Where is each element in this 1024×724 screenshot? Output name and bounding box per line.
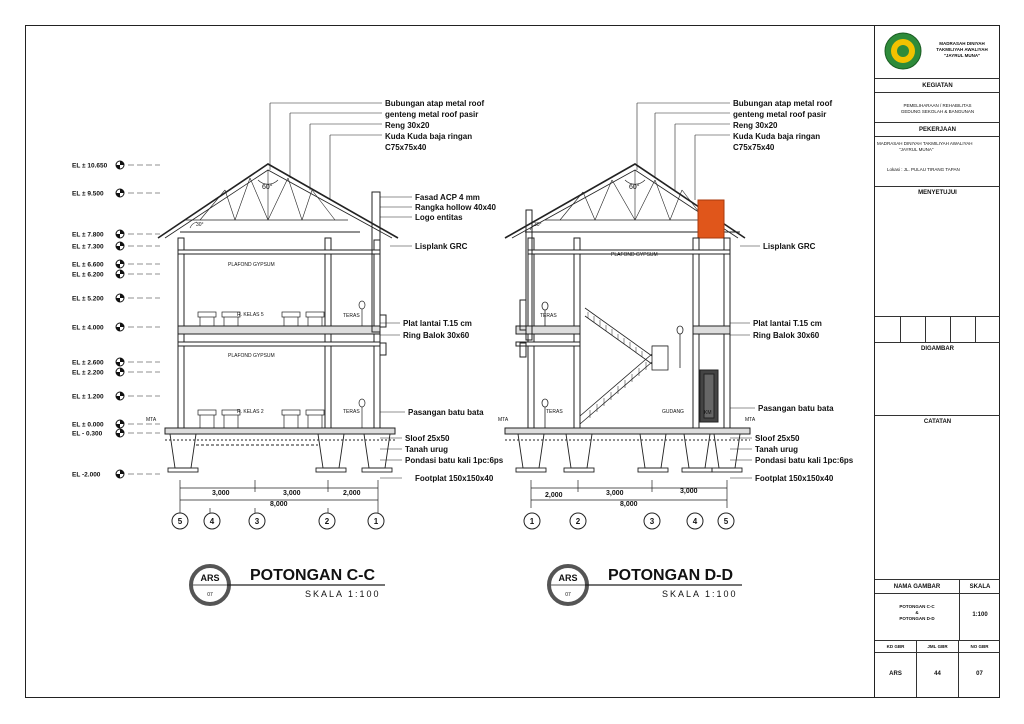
ceiling-upper-left: PLAFOND GYPSUM: [228, 262, 275, 268]
note-found-1-left: Sloof 25x50: [405, 434, 450, 443]
nama-gambar-header: [875, 579, 1000, 593]
dim-right-total: 8,000: [620, 501, 638, 508]
roof-angle-left: 60°: [262, 184, 273, 191]
grid-left-3: 2: [324, 517, 330, 526]
grid-left-2: 3: [254, 517, 260, 526]
nama-gambar-1: POTONGAN C-C: [899, 604, 935, 609]
note-roof-2-left: genteng metal roof pasir: [385, 110, 479, 119]
grid-right-4: 5: [723, 517, 729, 526]
elevation-label: EL ± 2.600: [72, 359, 104, 367]
elevation-label: EL ± 1.200: [72, 393, 104, 401]
note-facade-2: Rangka hollow 40x40: [415, 203, 496, 212]
kegiatan-label: KEGIATAN: [875, 78, 1000, 92]
elevation-label: EL ± 4.000: [72, 324, 104, 332]
elevation-label: EL ± 7.800: [72, 231, 104, 239]
note-wall-left: Pasangan batu bata: [408, 408, 484, 417]
room-lower-left: R. KELAS 2: [237, 409, 264, 415]
nama-gambar-row: [875, 593, 1000, 640]
note-roof-2-right: genteng metal roof pasir: [733, 110, 827, 119]
gudang-label: GUDANG: [662, 409, 684, 415]
dim-left-1: 3,000: [212, 490, 230, 497]
note-found-3-right: Pondasi batu kali 1pc:6ps: [755, 456, 854, 465]
org-line1: MADRASAH DINIYAH: [939, 41, 985, 46]
structure-left: [165, 192, 395, 440]
km-label: KM: [704, 410, 712, 416]
note-facade-1: Fasad ACP 4 mm: [415, 193, 480, 202]
elevation-markers: [116, 161, 124, 478]
note-roof-4-left: Kuda Kuda baja ringan: [385, 132, 473, 141]
elevation-label: EL ± 9.500: [72, 190, 104, 198]
gbr-header: [875, 640, 1000, 652]
note-lisplank-right: Lisplank GRC: [763, 242, 816, 251]
lokasi: Lokasi : JL. PULAU TIRANG TAPAN: [887, 167, 960, 172]
teras-upper-right: TERAS: [540, 313, 557, 319]
grid-left-1: 4: [209, 517, 215, 526]
note-roof-1-left: Bubungan atap metal roof: [385, 99, 485, 108]
note-floor-1-left: Plat lantai T.15 cm: [403, 319, 472, 328]
dim-left-2: 3,000: [283, 490, 301, 497]
org-line3: "JAYRUL MUNA": [943, 53, 981, 58]
dim-right-3: 3,000: [680, 488, 698, 495]
scale-right: SKALA 1:100: [662, 589, 738, 599]
grid-left-4: 1: [373, 517, 379, 526]
note-floor-1-right: Plat lantai T.15 cm: [753, 319, 822, 328]
note-found-2-left: Tanah urug: [405, 445, 448, 454]
mta-left: MTA: [146, 417, 157, 423]
grid-bubbles-left: [172, 513, 384, 529]
grid-right-2: 3: [649, 517, 655, 526]
grid-right-3: 4: [692, 517, 698, 526]
dim-left-total: 8,000: [270, 501, 288, 508]
note-roof-3-right: Reng 30x20: [733, 121, 778, 130]
skala-value: 1:100: [972, 612, 988, 618]
title-right: POTONGAN D-D: [608, 567, 734, 584]
digambar-label: DIGAMBAR: [875, 342, 1000, 415]
badge-right: ARS: [558, 573, 578, 583]
note-roof-5-right: C75x75x40: [733, 143, 775, 152]
nama-gambar-amp: &: [915, 610, 919, 615]
elevation-label: EL ± 5.200: [72, 295, 104, 303]
note-facade-3: Logo entitas: [415, 213, 463, 222]
room-upper-left: R. KELAS 5: [237, 312, 264, 318]
note-found-4-right: Footplat 150x150x40: [755, 474, 834, 483]
kegiatan-text2: GEDUNG SEKOLAH & BANGUNAN: [900, 109, 975, 114]
teras-upper-left: TERAS: [343, 313, 360, 319]
furniture-left: [198, 301, 365, 428]
teras-lower-right: TERAS: [546, 409, 563, 415]
note-found-4-left: Footplat 150x150x40: [415, 474, 494, 483]
kd-gbr: ARS: [889, 671, 902, 677]
elevation-label: EL - 0.300: [72, 430, 103, 438]
note-lisplank-left: Lisplank GRC: [415, 242, 468, 251]
roof-left: [158, 164, 398, 238]
water-tank: [698, 200, 724, 238]
note-roof-1-right: Bubungan atap metal roof: [733, 99, 833, 108]
dimensions-left: [180, 480, 378, 515]
madrasah-logo-icon: [883, 31, 923, 71]
elevation-label: EL ± 6.200: [72, 271, 104, 279]
note-wall-right: Pasangan batu bata: [758, 404, 834, 413]
badge-left-num: 07: [207, 592, 213, 598]
grid-bubbles-right: [524, 513, 734, 529]
dim-right-2: 3,000: [606, 490, 624, 497]
dim-left-3: 2,000: [343, 490, 361, 497]
eave-angle-left: 30°: [196, 222, 204, 228]
note-roof-3-left: Reng 30x20: [385, 121, 430, 130]
scale-left: SKALA 1:100: [305, 589, 381, 599]
note-roof-4-right: Kuda Kuda baja ringan: [733, 132, 821, 141]
grid-right-1: 2: [575, 517, 581, 526]
title-block: [874, 25, 1000, 698]
org-line2: TAKMILIYAH AWALIYAH: [936, 47, 988, 52]
note-found-2-right: Tanah urug: [755, 445, 798, 454]
elevation-label: EL ± 2.200: [72, 369, 104, 377]
catatan-label: CATATAN: [875, 415, 1000, 579]
kegiatan-text1: PEMELIHARAAN / REHABILITAS: [903, 103, 972, 108]
title-left: POTONGAN C-C: [250, 567, 376, 584]
note-found-1-right: Sloof 25x50: [755, 434, 800, 443]
elevation-lines: [128, 165, 160, 474]
signature-grid: [875, 316, 1000, 342]
jml-gbr: 44: [934, 671, 941, 677]
skala-label: SKALA: [969, 584, 991, 590]
note-roof-5-left: C75x75x40: [385, 143, 427, 152]
teras-lower-left: TERAS: [343, 409, 360, 415]
mta-right: MTA: [745, 417, 756, 423]
jml-gbr-label: JML GBR: [927, 644, 948, 649]
kegiatan-text: [875, 92, 1000, 122]
no-gbr-label: NO GBR: [970, 644, 989, 649]
badge-left: ARS: [200, 573, 220, 583]
elevation-label: EL ± 0.000: [72, 421, 104, 429]
mta-right-left: MTA: [498, 417, 509, 423]
kd-gbr-label: KD GBR: [886, 644, 905, 649]
elevation-label: EL ± 6.600: [72, 261, 104, 269]
elevation-label: EL ± 10.650: [72, 162, 108, 170]
eave-angle-right: 30°: [534, 222, 542, 228]
pekerjaan-text: [875, 136, 1000, 186]
note-floor-2-left: Ring Balok 30x60: [403, 331, 470, 340]
elevation-label: EL -2.000: [72, 471, 101, 479]
no-gbr: 07: [976, 671, 983, 677]
note-found-3-left: Pondasi batu kali 1pc:6ps: [405, 456, 504, 465]
annotation-leaders: [270, 103, 760, 478]
structure-right: [505, 210, 750, 440]
ceiling-right: PLAFOND GYPSUM: [611, 252, 658, 258]
nama-gambar-label: NAMA GAMBAR: [893, 584, 941, 590]
pekerjaan-text1: MADRASAH DINIYAH TAKMILIYAH AWALIYAH: [877, 141, 973, 146]
grid-right-0: 1: [529, 517, 535, 526]
tb-logo-row: [875, 25, 1000, 78]
pekerjaan-label: PEKERJAAN: [875, 122, 1000, 136]
ceiling-lower-left: PLAFOND GYPSUM: [228, 353, 275, 359]
dim-right-1: 2,000: [545, 492, 563, 499]
nama-gambar-2: POTONGAN D-D: [899, 616, 935, 621]
pekerjaan-text2: "JAYRUL MUNA": [899, 147, 934, 152]
menyetujui-label: MENYETUJUI: [875, 186, 1000, 316]
badge-right-num: 07: [565, 592, 571, 598]
elevation-label: EL ± 7.300: [72, 243, 104, 251]
roof-angle-right: 60°: [629, 184, 640, 191]
grid-left-0: 5: [177, 517, 183, 526]
gbr-values: [875, 652, 1000, 696]
note-floor-2-right: Ring Balok 30x60: [753, 331, 820, 340]
